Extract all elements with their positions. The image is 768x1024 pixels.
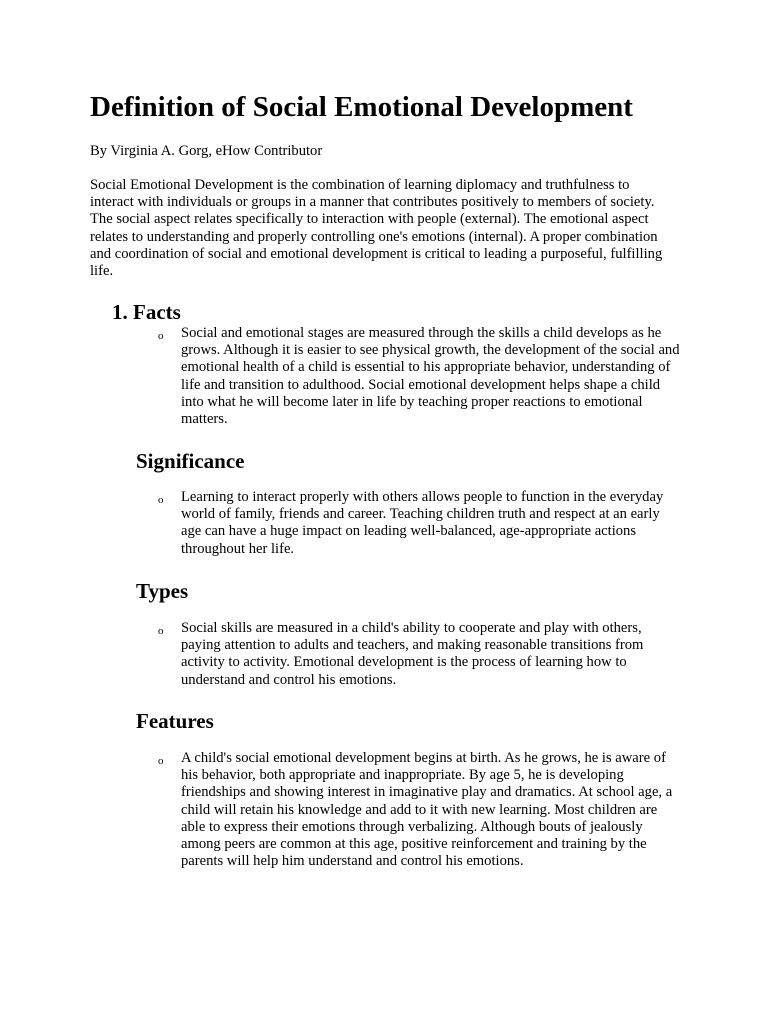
author-byline: By Virginia A. Gorg, eHow Contributor bbox=[90, 143, 323, 159]
features-item-text: A child's social emotional development begins at birth. As he grows, he is aware of his behavior, both appropriate and inappropriate. By age 5, he is developing friendships and showing interest in imaginative play and dramatics. At school age, a child will retain his knowledge and add to it with new learning. Most children are able to express their emotions through verbalizing. Although bouts of jealously among peers are common at this age, positive reinforcement and training by the parents will help him understand and control his emotions. bbox=[181, 750, 673, 870]
section-heading-facts: 1. Facts bbox=[112, 300, 181, 324]
list-bullet: o bbox=[158, 755, 164, 767]
list-bullet: o bbox=[158, 330, 164, 342]
significance-item-text: Learning to interact properly with others allows people to function in the everyday world of family, friends and career. Teaching children truth and respect at an early age can have a huge impact on leading well-balanced, age-appropriate actions throughout her life. bbox=[181, 489, 664, 557]
types-item-text: Social skills are measured in a child's ability to cooperate and play with others, paying attention to adults and teachers, and making reasonable transitions from activity to activity. Emotional development is the process of learning how to understand and control his emotions. bbox=[181, 620, 644, 688]
section-heading-types: Types bbox=[136, 579, 189, 603]
section-heading-features: Features bbox=[136, 709, 214, 733]
list-bullet: o bbox=[158, 625, 164, 637]
page-title: Definition of Social Emotional Development bbox=[90, 91, 633, 123]
intro-paragraph: Social Emotional Development is the combination of learning diplomacy and truthfulness to interact with individuals or groups in a manner that contributes positively to members of society. The social aspect relates specifically to interaction with people (external). The emotional aspect relates to understanding and properly controlling one's emotions (internal). A proper combination and coordination of social and emotional development is critical to leading a purposeful, fulfilling life. bbox=[90, 177, 663, 280]
list-bullet: o bbox=[158, 494, 164, 506]
section-heading-significance: Significance bbox=[136, 449, 245, 473]
facts-item-text: Social and emotional stages are measured through the skills a child develops as he grows. Although it is easier to see physical growth, the development of the social and emotional health of a child is essential to his appropriate behavior, understanding of life and transition to adulthood. Social emotional development helps shape a child into what he will become later in life by teaching proper reactions to emotional matters. bbox=[181, 325, 680, 428]
